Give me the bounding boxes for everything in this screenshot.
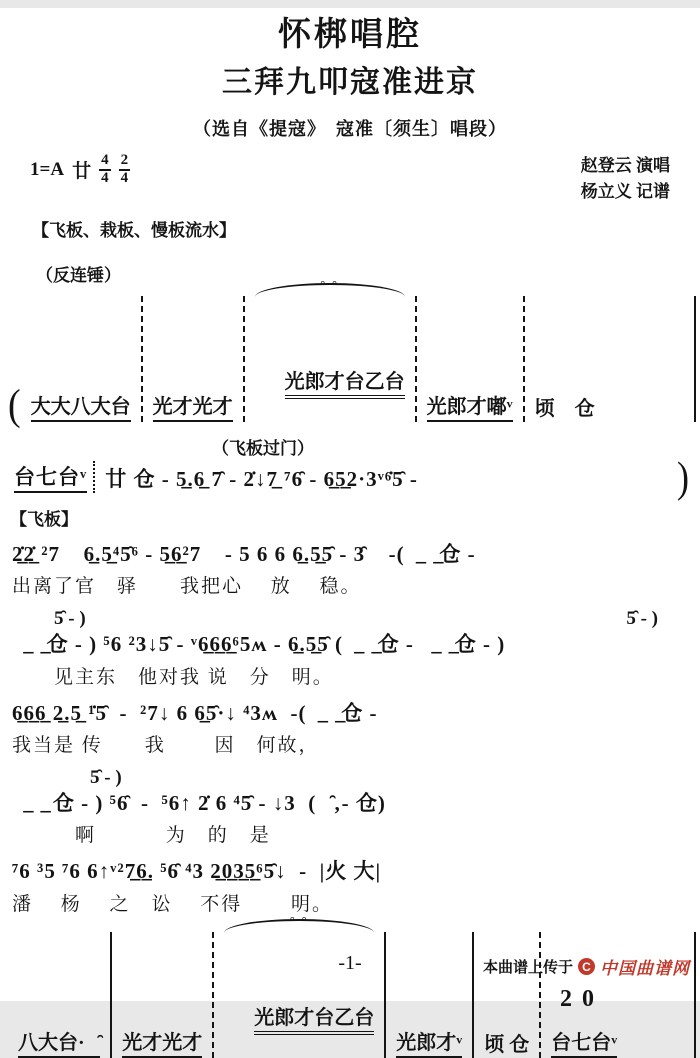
watermark-site-name: 中国曲谱网 (600, 959, 690, 978)
notes-line: 2̲̇2̲̇ ²7≀ 6̲.5̲⁴5̑⁶ - 5̲6̲²7≀ - 5 6 6 6̲.5̲5̑ - 3̑≀ -(大̲台̲仓 - (12, 542, 476, 567)
ring-marks: ° ° (320, 277, 339, 292)
perc-cell: 光才光才 (114, 1026, 210, 1058)
perc-cell: 大大八大台 (23, 390, 139, 422)
open-paren: ( (8, 380, 21, 429)
key-signature (30, 153, 130, 187)
notes-line: ⁷6 ³5 ⁷6 6↑ᵛ²7̲6̲. ⁵6̑ ⁴3 2̲0̲3̲5̲⁶5̑↓ - |火 大| (12, 859, 382, 884)
barline-solid (694, 296, 696, 422)
lyrics-line: 见主东 他对我 说 分 明。 (12, 666, 334, 688)
credits (581, 153, 670, 206)
barline-dashed (523, 296, 525, 422)
percussion-pattern-label: （反连锤） (36, 265, 121, 285)
song-title: 三拜九叩寇准进京 (222, 66, 478, 99)
credit-line (581, 153, 670, 179)
percussion-intro-row (8, 277, 696, 429)
quwang-logo-icon: C (578, 958, 595, 975)
barline-dashed (415, 296, 417, 422)
source-line: （选自《提寇》 寇准〔须生〕唱段） (193, 119, 507, 139)
meter-numerator: 2 (119, 153, 131, 171)
music-system-2 (12, 608, 692, 688)
barline-solid (472, 932, 474, 1058)
overflow-left: 5̑ - ) (54, 608, 86, 630)
meter-numerator: 4 (99, 153, 111, 171)
page-title: 怀梆唱腔 (278, 17, 422, 53)
transcriber-role: 记谱 (636, 182, 670, 202)
watermark-prefix: 本曲谱上传于 (482, 960, 573, 976)
key-row (30, 153, 670, 206)
barline-dashed (243, 296, 245, 422)
performer-name: 赵登云 (580, 156, 632, 175)
sheet-page (0, 8, 700, 1056)
notes-line: 才̲台̲仓 - ) ⁵6 ²3↓5̑ - ᵛ6̲6̲6̲⁶5ʍ - 6̲.5̲5̑ (大̲台̲仓 - 才̲台̲仓 - ) (12, 632, 506, 657)
credit-line (581, 179, 670, 205)
guomen-label: （飞板过门） (212, 438, 314, 458)
music-system-5 (12, 857, 692, 915)
barline-dashed (141, 296, 143, 422)
lyrics-line: 啊 为 的 是 (12, 825, 271, 847)
key-label: 1=A (30, 158, 65, 180)
music-system-3 (12, 699, 692, 757)
overflow-right: 5̑ - ) (626, 608, 658, 630)
barline-solid (384, 932, 386, 1058)
overflow-notes-line (12, 767, 692, 789)
guomen-notes: 廿 仓 - 5̲.6̲ 7̑ - 2̇↓7̲ ⁷6̑ - 6̲5̲2·3ᵛ⁶̇5̑ - (105, 466, 418, 491)
feiban-section-label: 【飞板】 (10, 510, 78, 530)
perc-cell: 台七台ᵛ (543, 1026, 625, 1058)
perc-cell: 八大台·嘟̑ (10, 1026, 108, 1058)
lyrics-line: 潘 杨 之 讼 不得 明。 (12, 893, 334, 915)
barline-dashed (212, 932, 214, 1058)
perc-cell: 光郎才ᵛ (388, 1026, 470, 1058)
meter-fraction (119, 153, 131, 187)
guomen-row (14, 452, 690, 501)
perc-cell: ° ° 光郎才台乙台 (216, 932, 382, 1058)
meter-fraction (99, 153, 111, 187)
page-number: -1- (338, 952, 362, 974)
transcriber-name: 杨立义 (580, 182, 632, 202)
notes-line: 才̲台̲ 仓 - ) ⁵6̑ - ⁵6↑ 2̇ 6 ⁴5̑ - ↓3 (嘟̑‚- 仓) (12, 791, 386, 816)
perc-lead: 台七台ᵛ (14, 463, 87, 493)
barline-dashed (539, 932, 541, 1058)
music-system-1 (12, 540, 692, 598)
perc-cell: 顷 仓 (484, 1033, 530, 1056)
cut-off-text: 20 (560, 986, 604, 1012)
notes-line: 6̲6̲6̲ 2̲.5̲ ¹̇5̑ - ²7↓ 6 6̲5̑·↓ ⁴3ʍ -(大̲台̲仓 - (12, 700, 378, 725)
barline-solid (110, 932, 112, 1058)
perc-cell: ° ° 光郎才台乙台 (247, 296, 413, 422)
lyrics-line: 我当是 传 我 因 何故， (12, 735, 320, 757)
meter-denominator: 4 (101, 169, 109, 186)
perc-cell: 顷 仓 (534, 397, 595, 420)
barline-solid (694, 932, 696, 1058)
lyrics-line: 出离了官 驿 我把心 放 稳。 (12, 576, 362, 598)
close-paren: ) (677, 452, 690, 501)
overflow-notes-line (12, 608, 692, 630)
meter-denominator: 4 (120, 169, 129, 186)
meter-symbol: 廿 (72, 161, 92, 183)
music-system-4 (12, 767, 692, 847)
ring-marks: ° ° (289, 913, 309, 928)
performer-role: 演唱 (636, 156, 670, 175)
perc-cell: 光才光才 (145, 390, 241, 422)
watermark (483, 954, 690, 979)
barline-dotted (93, 461, 95, 493)
overflow-left: 5̑ - ) (90, 767, 122, 789)
banshi-section-label: 【飞板、栽板、慢板流水】 (32, 220, 236, 240)
perc-cell: 光郎才嘟ᵛ (419, 390, 521, 422)
